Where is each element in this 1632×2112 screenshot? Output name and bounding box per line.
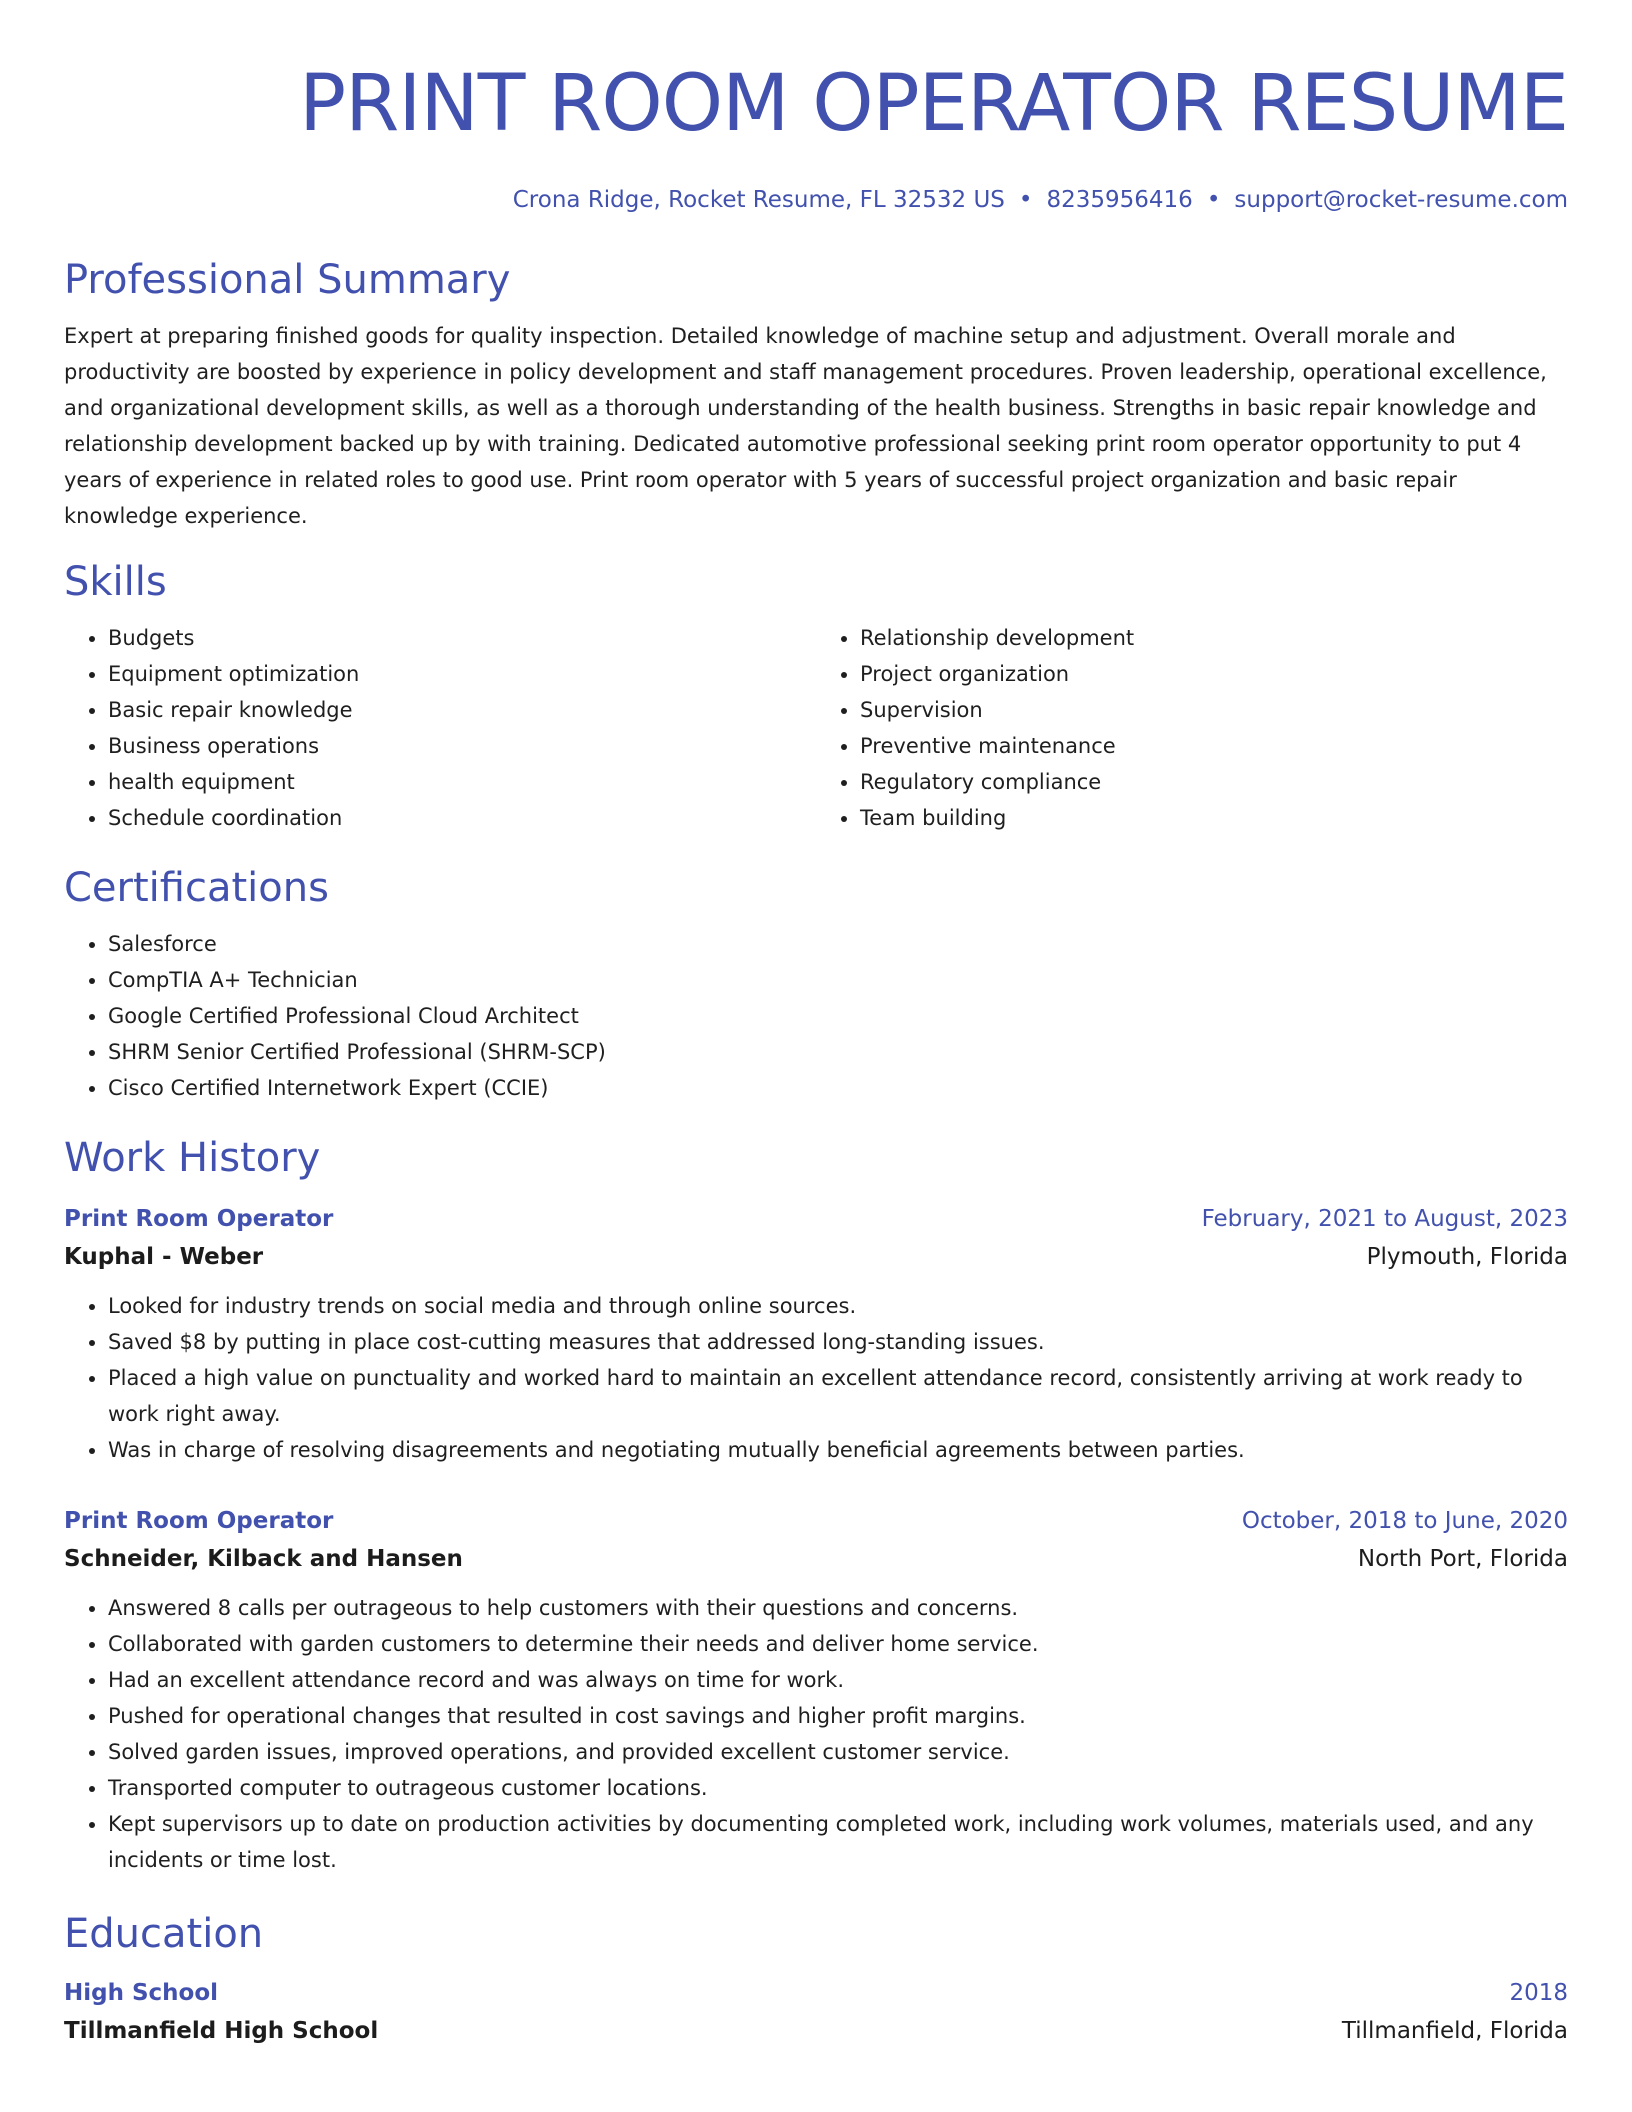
skill-item: • Preventive maintenance [860,728,1568,764]
skill-item: • Project organization [860,656,1568,692]
job-role: Print Room Operator [64,1206,334,1232]
job-location: North Port, Florida [1357,1546,1568,1572]
skill-item: • health equipment [108,764,816,800]
education-school: Tillmanfield High School [64,2018,379,2044]
resume-page [64,0,1568,2050]
job-bullet: • Pushed for operational changes that resulted in cost savings and higher profit margins. [108,1698,1568,1734]
certification-item: • CompTIA A+ Technician [108,962,1568,998]
job-entry [64,1200,1568,1468]
job-dates: February, 2021 to August, 2023 [1201,1206,1568,1232]
education-school-row [64,2012,1568,2050]
section-heading-certifications: Certifications [64,865,329,911]
skill-item: • Business operations [108,728,816,764]
section-heading-work-history: Work History [64,1135,321,1181]
job-employer: Schneider, Kilback and Hansen [64,1546,463,1572]
job-role: Print Room Operator [64,1508,334,1534]
contact-separator: • [1018,187,1033,213]
job-bullet: • Answered 8 calls per outrageous to help customers with their questions and concerns. [108,1590,1568,1626]
job-title-row [64,1502,1568,1540]
contact-email[interactable]: support@rocket-resume.com [1234,187,1568,213]
skill-item: • Basic repair knowledge [108,692,816,728]
skill-item: • Budgets [108,620,816,656]
education-location: Tillmanfield, Florida [1341,2018,1568,2044]
section-heading-skills: Skills [64,559,167,605]
job-bullet: • Looked for industry trends on social media and through online sources. [108,1288,1568,1324]
job-bullet: • Saved $8 by putting in place cost-cutting measures that addressed long-standing issues. [108,1324,1568,1360]
job-bullets [64,1590,1568,1878]
job-bullet: • Transported computer to outrageous customer locations. [108,1770,1568,1806]
skill-item: • Supervision [860,692,1568,728]
job-bullet: • Placed a high value on punctuality and worked hard to maintain an excellent attendance record, consistently arriving at work ready to work right away. [108,1360,1568,1432]
job-employer-row [64,1238,1568,1276]
education-degree-row [64,1974,1568,2012]
job-dates: October, 2018 to June, 2020 [1241,1508,1568,1534]
certification-item: • SHRM Senior Certified Professional (SHRM-SCP) [108,1034,1568,1070]
education-year: 2018 [1509,1980,1568,2006]
skill-item: • Equipment optimization [108,656,816,692]
skill-item: • Team building [860,800,1568,836]
contact-separator: • [1206,187,1221,213]
section-heading-summary: Professional Summary [64,257,511,303]
job-bullet: • Solved garden issues, improved operations, and provided excellent customer service. [108,1734,1568,1770]
skill-item: • Schedule coordination [108,800,816,836]
education-entry [64,1974,1568,2050]
certification-item: • Google Certified Professional Cloud Architect [108,998,1568,1034]
job-bullet: • Had an excellent attendance record and was always on time for work. [108,1662,1568,1698]
job-employer-row [64,1540,1568,1578]
job-employer: Kuphal - Weber [64,1244,264,1270]
job-bullet: • Collaborated with garden customers to determine their needs and deliver home service. [108,1626,1568,1662]
job-bullet: • Kept supervisors up to date on production activities by documenting completed work, including work volumes, materials used, and any incidents or time lost. [108,1806,1568,1878]
education-degree: High School [64,1980,219,2006]
skills-list-right [816,620,1568,836]
job-bullet: • Was in charge of resolving disagreements and negotiating mutually beneficial agreements between parties. [108,1432,1568,1468]
section-heading-education: Education [64,1911,264,1957]
contact-line [64,186,1568,214]
certification-item: • Salesforce [108,926,1568,962]
job-title-row [64,1200,1568,1238]
resume-title: PRINT ROOM OPERATOR RESUME [299,59,1568,149]
job-bullets [64,1288,1568,1468]
skills-columns [64,620,1568,836]
skills-list-left [64,620,816,836]
summary-text: Expert at preparing finished goods for quality inspection. Detailed knowledge of machine setup and adjustment. Overall morale and productivity are boosted by experience in policy development and staff management procedures. Proven leadership, operational excellence, and organizational development skills, as well as a thorough understanding of the health business. Strengths in basic repair knowledge and relationship development backed up by with training. Dedicated automotive professional seeking print room operator opportunity to put 4 years of experience in related roles to good use. Print room operator with 5 years of successful project organization and basic repair knowledge experience. [64,324,1547,528]
skill-item: • Regulatory compliance [860,764,1568,800]
job-location: Plymouth, Florida [1366,1244,1568,1270]
contact-address: Crona Ridge, Rocket Resume, FL 32532 US [512,187,1005,213]
certifications-list [64,926,1568,1106]
contact-phone: 8235956416 [1046,187,1193,213]
skill-item: • Relationship development [860,620,1568,656]
job-entry [64,1502,1568,1878]
certification-item: • Cisco Certified Internetwork Expert (CCIE) [108,1070,1568,1106]
